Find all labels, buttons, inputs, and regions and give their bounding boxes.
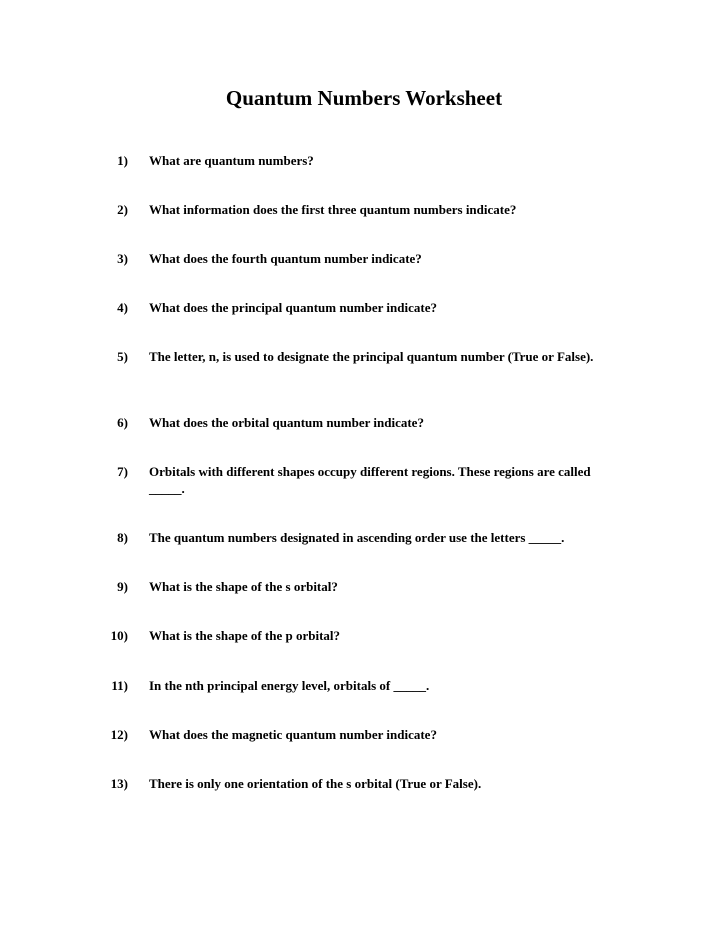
- question-text: What is the shape of the p orbital?: [149, 628, 341, 643]
- question-text: In the nth principal energy level, orbitals of _____.: [149, 678, 430, 693]
- question-text: What information does the first three quantum numbers indicate?: [149, 202, 517, 217]
- question-text: There is only one orientation of the s orbital (True or False).: [149, 776, 482, 791]
- question-number: 1): [117, 153, 128, 168]
- question-number: 4): [117, 300, 128, 315]
- question-number: 13): [110, 776, 128, 791]
- page-title: Quantum Numbers Worksheet: [225, 86, 503, 110]
- question-text: What are quantum numbers?: [149, 153, 314, 168]
- question-number: 11): [111, 678, 128, 693]
- question-number: 8): [117, 530, 128, 545]
- question-number: 3): [117, 251, 128, 266]
- question-text: What does the magnetic quantum number indicate?: [149, 727, 437, 742]
- question-number: 12): [110, 727, 128, 742]
- question-number: 5): [117, 349, 128, 364]
- question-text: What does the principal quantum number indicate?: [149, 300, 437, 315]
- question-number: 7): [117, 464, 128, 479]
- question-text: What does the orbital quantum number indicate?: [149, 415, 424, 430]
- question-number: 9): [117, 579, 128, 594]
- question-number: 6): [117, 415, 128, 430]
- question-text: What is the shape of the s orbital?: [149, 579, 338, 594]
- question-text: The letter, n, is used to designate the principal quantum number (True or False).: [149, 349, 594, 364]
- question-text: The quantum numbers designated in ascending order use the letters _____.: [149, 530, 565, 545]
- question-text: What does the fourth quantum number indicate?: [149, 251, 422, 266]
- question-number: 10): [110, 628, 128, 643]
- question-number: 2): [117, 202, 128, 217]
- question-text: Orbitals with different shapes occupy different regions. These regions are called _____.: [149, 464, 591, 496]
